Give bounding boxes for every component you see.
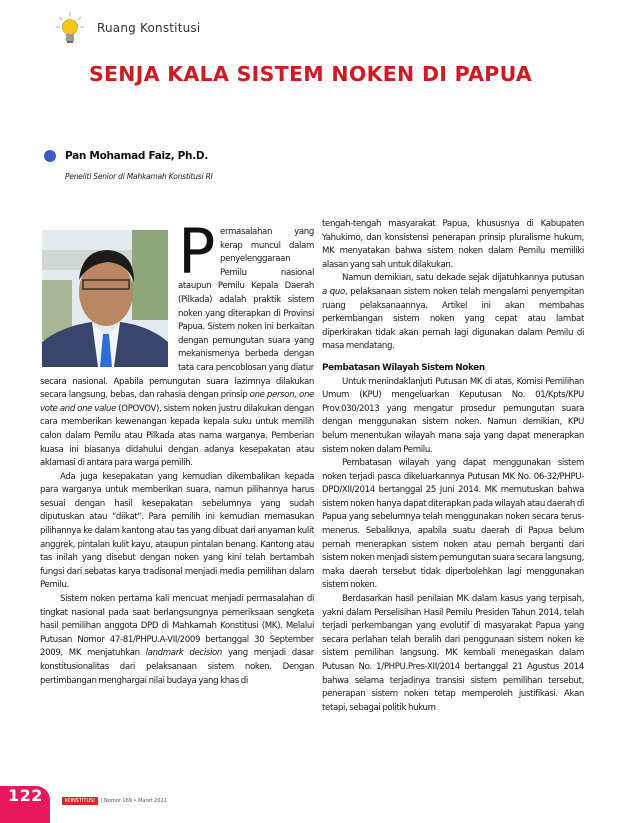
drop-cap: P <box>178 226 216 288</box>
column-right <box>322 218 584 786</box>
section-label: Ruang Konstitusi <box>97 21 201 35</box>
paragraph-intro: Permasalahan yang kerap muncul dalam penyelenggaraan Pemilu nasional ataupun Pemilu Kepala Daerah (Pilkada) adalah praktik sistem noken yang diterapkan di Provinsi Papua. Sistem noken ini berkaitan dengan pemungutan suara yang mekanismenya berbeda dengan tata cara pencoblosan yang diatur secara nasional. Apabila pemungutan suara lazimnya dilakukan secara langsung, bebas, dan rahasia dengan prinsip one person, one vote and one value (OPOVOV), sistem noken justru dilakukan dengan cara memberikan kewenangan kepada kepala suku untuk memilih calon dalam Pemilu atau Pilkada atas nama warganya. Pemberian kuasa ini biasanya didahului dengan adanya kesepakatan atau aklamasi di antara para warga pemilih. <box>40 226 314 469</box>
author-bullet-icon <box>44 150 56 162</box>
subheading: Pembatasan Wilayah Sistem Noken <box>322 362 485 373</box>
author-name: Pan Mohamad Faiz, Ph.D. <box>65 150 209 162</box>
author-photo <box>42 230 168 367</box>
footer-meta <box>62 797 167 805</box>
paragraph: Untuk menindaklanjuti Putusan MK di atas, Komisi Pemilihan Umum (KPU) mengeluarkan Keputusan No. 01/Kpts/KPU Prov.030/2013 yang mengatur prosedur pemungutan suara dengan menggunakan sistem noken. Namun demikian, KPU belum menentukan wilayah mana saja yang dapat menerapkan sistem noken dalam Pemilu. <box>322 376 584 455</box>
author-role: Peneliti Senior di Mahkamah Konstitusi RI <box>65 172 213 181</box>
lightbulb-icon <box>55 11 85 45</box>
author-block <box>44 150 208 162</box>
paragraph: Sistem noken pertama kali mencuat menjadi permasalahan di tingkat nasional pada saat berlangsungnya pemeriksaan sengketa hasil pemilihan anggota DPD di Mahkamah Konstitusi (MK). Melalui Putusan Nomor 47-81/PHPU.A-VII/2009 bertanggal 30 September 2009, MK menjatuhkan landmark decision yang menjadi dasar konstitusionalitas dari pelaksanaan sistem noken. Dengan pertimbangan menghargai nilai budaya yang khas di <box>40 594 314 686</box>
section-header <box>55 10 200 46</box>
article-title: SENJA KALA SISTEM NOKEN DI PAPUA <box>88 62 533 86</box>
paragraph: Ada juga kesepakatan yang kemudian dikembalikan kepada para warganya untuk memberikan suara, namun pilihannya harus sesuai dengan hasil kesepakatan sebelumnya yang sudah diputuskan atau "diikat". Para pemilih ini kemudian memasukan pilihannya ke dalam kantong atau tas yang dibuat dari anyaman kulit anggrek, pintalan kulit kayu, ataupun pintalan benang. Kantong atau tas inilah yang disebut dengan noken yang kini telah bertambah fungsi dari sebatas karya tradisonal menjadi media pemilihan dalam Pemilu. <box>40 471 314 591</box>
paragraph: Pembatasan wilayah yang dapat menggunakan sistem noken terjadi pasca dikeluarkannya Putusan MK No. 06-32/PHPU-DPD/XII/2014 bertanggal 25 Juni 2014. MK memutuskan bahwa sistem noken hanya dapat diterapkan pada wilayah atau daerah di Papua yang sebelumnya telah menggunakan noken secara terus-menerus. Sebaliknya, apabila suatu daerah di Papua belum pernah menerapkan sistem noken atau pernah berganti dari sistem noken menjadi sistem pemungutan suara secara langsung, maka daerah tersebut tidak diperbolehkan lagi menggunakan sistem noken. <box>322 458 584 591</box>
page-number: 122 <box>8 786 43 805</box>
issue-info: Nomor 169 • Maret 2021 <box>104 798 167 804</box>
column-left <box>40 226 314 786</box>
paragraph: Berdasarkan hasil penilaian MK dalam kasus yang terpisah, yakni dalam Perselisihan Hasil Pemilu Presiden Tahun 2014, telah terjadi perkembangan yang evolutif di masyarakat Papua yang secara perlahan telah beralih dari penggunaan sistem noken ke sistem pemilihan langsung. MK kembali menegaskan dalam Putusan No. 1/PHPU.Pres-XII/2014 bertanggal 21 Agustus 2014 bahwa selama terjadinya transisi sistem pemilihan tersebut, penerapan sistem noken tetap memperoleh justifikasi. Akan tetapi, sebagai politik hukum <box>322 594 584 713</box>
magazine-brand: KONSTITUSI <box>62 797 98 805</box>
paragraph-cont: tengah-tengah masyarakat Papua, khususnya di Kabupaten Yahukimo, dan konsistensi penerapan prinsip pluralisme hukum, MK menyatakan bahwa sistem noken dalam Pemilu memiliki alasan yang sah untuk dilakukan. <box>322 219 584 270</box>
footer-separator: | <box>100 798 105 804</box>
paragraph: Namun demikian, satu dekade sejak dijatuhkannya putusan a quo, pelaksanaan sistem noken telah mengalami penyempitan ruang pelaksanaannya. Artikel ini akan membahas perkembangan sistem noken yang cepat atau lambat diperkirakan tidak akan pernah lagi digunakan dalam Pemilu di masa mendatang. <box>322 273 584 352</box>
